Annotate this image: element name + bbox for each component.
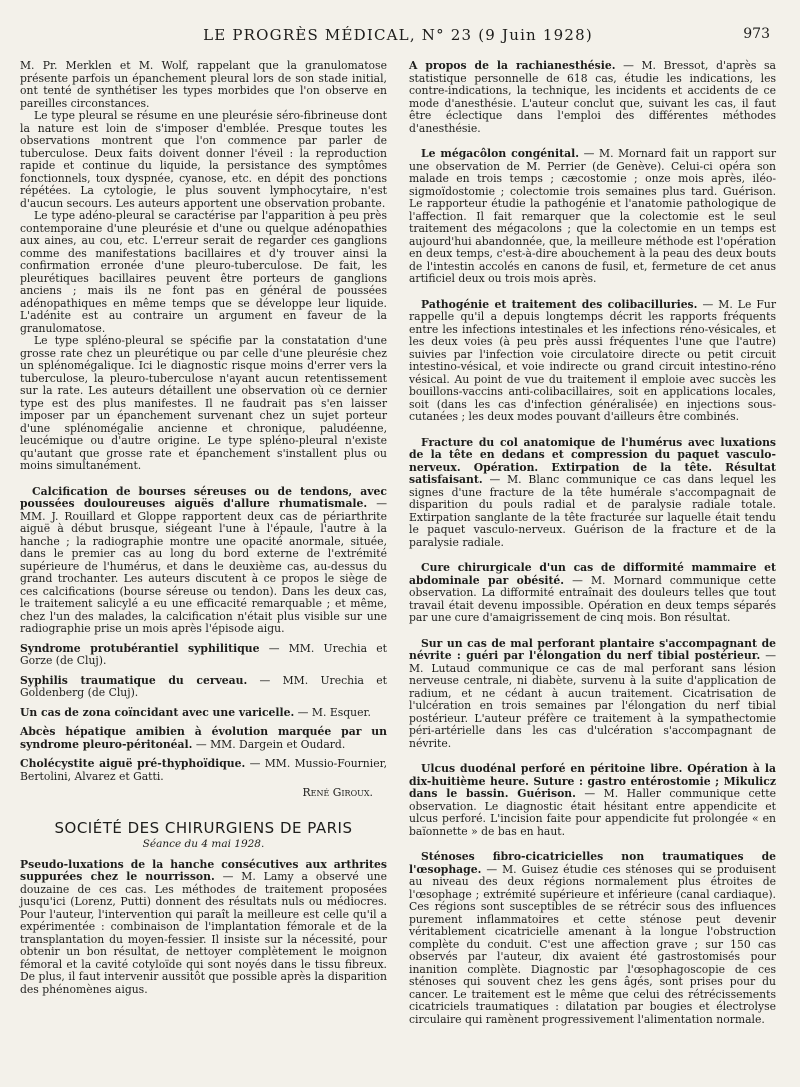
entry-body: — M. Mornard fait un rapport sur une observation de M. Perrier (de Genève). Celui-ci opéra son malade en trois temps ; cæcostomie ; onze mois après, iléo-sigmoïdostomie ; colectomie trois semaines plus tard. Guérison. Le rapporteur étudie la pathogénie et l'anatomie pathologique de l'affection. Il fait remarquer que la colectomie est le seul traitement des mégacolons ; que la colectomie en un temps est aujourd'hui abandonnée, que, la meilleure méthode est l'opération en deux temps, c'est-à-dire abouchement à la peau des deux bouts de l'intestin accolés en canons de fusil, et, fermeture de cet anus artificiel deux ou trois mois après. — [409, 147, 776, 285]
report-entry — [20, 758, 387, 783]
page-number: 973 — [743, 26, 770, 42]
entry-body: — M. Lamy a observé une douzaine de ces cas. Les méthodes de traitement proposées jusqu'ici (Lorenz, Putti) donnent des résultats nuls ou médiocres. Pour l'auteur, l'intervention qui paraît la meilleure est celle qu'il a expérimentée : combinaison de l'implantation fémorale et de la transplantation du moyen-fessier. Il insiste sur la nécessité, pour obtenir un bon résultat, de nettoyer complètement le moignon fémoral et la cavité cotyloïde qui sont noyés dans le tissu fibreux. De plus, il faut intervenir aussitôt que possible après la disparition des phénomènes aigus. — [20, 870, 387, 996]
report-entry — [409, 638, 776, 751]
entry-title: Abcès hépatique amibien à évolution marquée par un syndrome pleuro-péritonéal. — [20, 725, 387, 751]
running-title: LE PROGRÈS MÉDICAL, N° 23 (9 Juin 1928) — [203, 26, 593, 44]
entry-title: A propos de la rachianesthésie. — [409, 59, 616, 72]
entry-body: — M. Mornard communique cette observation. La difformité entraînait des douleurs telles que tout travail était devenu impossible. Opération en deux temps séparés par une cure d'amaigrissement de cinq mois. Bon résultat. — [409, 573, 776, 624]
entry-title: Syndrome protubérantiel syphilitique — [20, 641, 260, 655]
section-date: Séance du 4 mai 1928. — [142, 838, 265, 850]
report-entry — [409, 148, 776, 286]
paragraph: Le type pleural se résume en une pleurésie séro-fibrineuse dont la nature est loin de s'imposer d'emblée. Presque toutes les observations montrent que l'on commence par parler de tuberculose. Deux faits doivent donner l'éveil : la reproduction rapide et continue du liquide, la persistance des symptômes fonctionnels, toux dyspnée, cyanose, etc. en dépit des ponctions répétées. La cytologie, le plus souvent lymphocytaire, n'est d'aucun secours. Les auteurs apportent une observation probante. — [20, 109, 387, 210]
report-entry — [20, 486, 387, 636]
report-entry — [20, 643, 387, 668]
entry-body: — M. Haller communique cette observation. Le diagnostic était hésitant entre appendicite et ulcus perforé. L'incision faite pour appendicite fut prolongée « en baïonnette » de bas en haut. — [409, 787, 776, 838]
report-entry — [409, 763, 776, 838]
entry-title: Pathogénie et traitement des colibacilluries. — [421, 297, 698, 311]
entry-title: Cure chirurgicale d'un cas de difformité mammaire et abdominale par obésité. — [409, 561, 776, 587]
entry-body: — MM. Mussio-Fournier, Bertolini, Alvarez et Gatti. — [20, 757, 388, 783]
entry-body: — M. Le Fur rappelle qu'il a depuis longtemps décrit les rapports fréquents entre les infections intestinales et les infections réno-vésicales, et les deux voies (à peu près aussi fréquentes l'une que l'autre) suivies par l'infection voie circulatoire directe ou petit circuit intestino-vésical, et voie indirecte ou grand circuit intestino-réno vésical. Au point de vue du traitement il emploie avec succès les bouillons-vaccins anti-colibacillaires, soit en applications locales, soit (dans les cas d'infection généralisée) en injections sous-cutanées ; les deux modes pouvant d'ailleurs être combinés. — [409, 297, 776, 423]
entry-title: Syphilis traumatique du cerveau. — [20, 673, 248, 687]
report-entry — [20, 726, 387, 751]
entry-body: — M. Esquer. — [294, 705, 371, 719]
paragraph: M. Pr. Merklen et M. Wolf, rappelant que la granulomatose présente parfois un épanchement pleural lors de son stade initial, ont tenté de synthétiser les types morbides que l'on observe en pareilles circonstances. — [20, 59, 387, 110]
paragraph: Le type spléno-pleural se spécifie par la constatation d'une grosse rate chez un pleurétique ou par celle d'une pleurésie chez un splénomégalique. Ici le diagnostic risque moins d'errer vers la tuberculose, la pleuro-tuberculose n'ayant aucun retentissement sur la rate. Les auteurs détaillent une observation où ce dernier type est des plus manifestes. Il ne faudrait pas s'en laisser imposer par un épanchement survenant chez un sujet porteur d'une splénomégalie ancienne et chronique, paludéenne, leucémique ou d'autre origine. Le type spléno-pleural n'existe qu'autant que grosse rate et épanchement s'installent plus ou moins simultanément. — [20, 334, 387, 472]
entry-body: — MM. Urechia et Goldenberg (de Cluj). — [20, 673, 387, 699]
entry-body: — MM. Urechia et Gorze (de Cluj). — [20, 641, 387, 667]
right-column — [409, 60, 776, 1026]
author-signature: René Giroux. — [302, 786, 373, 799]
entry-body: — M. Lutaud communique ce cas de mal perforant sans lésion nerveuse centrale, ni diabète, survenu à la suite d'application de radium, et ne cédant à aucun traitement. Cicatrisation de l'ulcération en trois semaines par l'élongation du nerf tibial postérieur. L'auteur préfère ce traitement à la sympathectomie péri-artérielle dans les cas d'ulcération s'accompagnant de névrite. — [409, 649, 777, 750]
section-title: SOCIÉTÉ DES CHIRURGIENS DE PARIS — [54, 818, 353, 837]
report-entry — [409, 437, 776, 550]
entry-body: — M. Guisez étudie ces sténoses qui se produisent au niveau des deux régions normalement plus étroites de l'œsophage ; extrémité supérieure et inférieure (canal cardiaque). Ces régions sont susceptibles de se rétrécir sous des influences purement inflammatoires et cette sténose peut devenir véritablement cicatricielle amenant à la longue l'obstruction complète du conduit. C'est une affection grave ; sur 150 cas observés par l'auteur, dix avaient été gastrostomisés pour inanition complète. Diagnostic par l'œsophagoscopie de ces sténoses qui souvent chez les gens âgés, sont prises pour du cancer. Le traitement est le même que celui des rétrécissements cicatriciels traumatiques : dilatation par bougies et électrolyse circulaire qui ramènent progressivement l'alimentation normale. — [409, 862, 776, 1026]
report-entry — [409, 562, 776, 625]
two-column-body — [20, 60, 776, 1026]
entry-body: — M. Bressot, d'après sa statistique personnelle de 618 cas, étudie les indications, les contre-indications, la technique, les incidents et accidents de ce mode d'anesthésie. L'auteur conclut que, suivant les cas, il faut être éclectique dans l'emploi des différentes méthodes d'anesthésie. — [409, 59, 776, 135]
report-entry — [20, 675, 387, 700]
report-entry — [20, 859, 387, 997]
entry-body: — MM. Dargein et Oudard. — [192, 737, 346, 751]
entry-title: Un cas de zona coïncidant avec une varicelle. — [20, 705, 295, 719]
entry-title: Calcification de bourses séreuses ou de tendons, avec poussées douloureuses aiguës d'allure rhumatismale. — [20, 484, 387, 510]
paragraph: Le type adéno-pleural se caractérise par l'apparition à peu près contemporaine d'une pleurésie et d'une ou quelque adénopathies aux aines, au cou, etc. L'erreur serait de regarder ces ganglions comme des manifestations bacillaires et d'y trouver ainsi la confirmation erronée d'une pleuro-tuberculose. De fait, les pleurétiques bacillaires peuvent être porteurs de ganglions anciens ; mais ils ne font pas en général de poussées adénopathiques en même temps que se développe leur liquide. L'adénite est au contraire un argument en faveur de la granulomatose. — [20, 209, 387, 335]
left-column — [20, 60, 387, 1026]
entry-title: Ulcus duodénal perforé en péritoine libre. Opération à la dix-huitième heure. Suture : gastro entérostomie ; Mikulicz dans le bassin. Guérison. — [409, 762, 776, 800]
entry-title: Fracture du col anatomique de l'humérus avec luxations de la tête en dedans et compression du paquet vasculo-nerveux. Opération. Extirpation de la tête. Résultat satisfaisant. — [409, 435, 776, 486]
entry-title: Sur un cas de mal perforant plantaire s'accompagnant de névrite : guéri par l'élongation du nerf tibial postérieur. — [409, 636, 776, 662]
entry-title: Sténoses fibro-cicatricielles non traumatiques de l'œsophage. — [409, 850, 776, 876]
entry-title: Le mégacôlon congénital. — [421, 147, 579, 160]
page-header — [20, 26, 776, 52]
entry-body: — MM. J. Rouillard et Gloppe rapportent deux cas de périarthrite aiguë à début brusque, siégeant l'une à l'épaule, l'autre à la hanche ; la radiographie montre une opacité anormale, située, dans le premier cas au long du bord externe de l'extrémité supérieure de l'humérus, et dans le deuxième cas, au-dessus du grand trochanter. Les auteurs discutent à ce propos le siège de ces calcifications (bourse séreuse ou tendon). Dans les deux cas, le traitement salicylé a eu une efficacité remarquable ; et même, chez l'un des malades, la calcification n'était plus visible sur une radiographie prise un mois après l'épisode aigu. — [20, 497, 387, 635]
entry-title: Pseudo-luxations de la hanche consécutives aux arthrites suppurées chez le nourrisson. — [20, 857, 387, 883]
report-entry — [409, 851, 776, 1026]
entry-body: — M. Blanc communique ce cas dans lequel les signes d'une fracture de la tête humérale s'accompagnait de disparition du pouls radial et de paralysie radiale totale. Extirpation sanglante de la tête fracturée sur laquelle était tendu le paquet vasculo-nerveux. Guérison de la fracture et de la paralysie radiale. — [409, 473, 776, 549]
report-entry — [409, 299, 776, 424]
report-entry — [20, 707, 387, 720]
report-entry — [409, 60, 776, 135]
entry-title: Cholécystite aiguë pré-thyphoïdique. — [20, 757, 246, 770]
